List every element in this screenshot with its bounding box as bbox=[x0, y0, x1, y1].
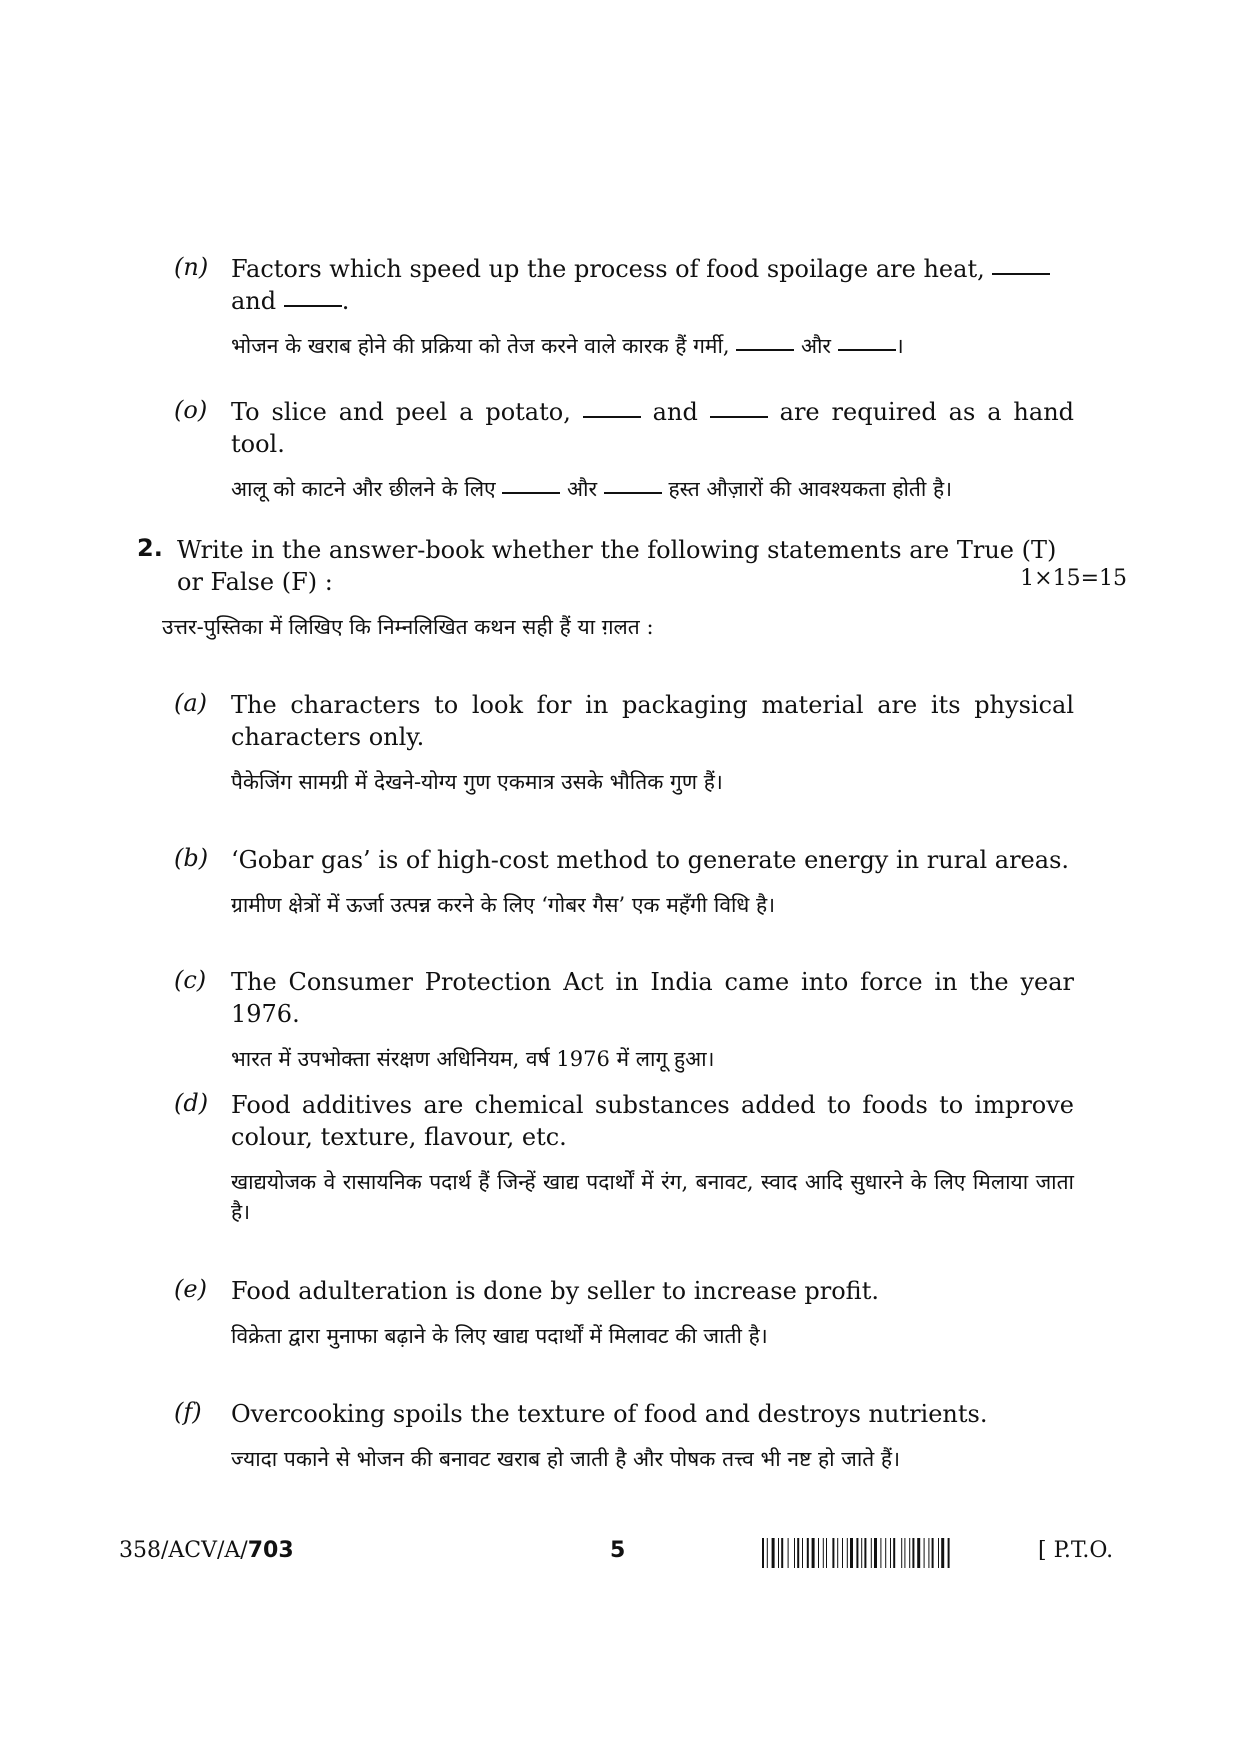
question-item-n bbox=[174, 253, 1074, 361]
paper-code: 358/ACV/A/703 bbox=[119, 1538, 294, 1563]
question-2-text-hi: उत्तर-पुस्तिका में लिखिए कि निम्नलिखित कथन सही हैं या ग़लत : bbox=[162, 615, 654, 639]
item-text-en: Overcooking spoils the texture of food and destroys nutrients. bbox=[231, 1400, 988, 1428]
question-2-text-en: Write in the answer-book whether the following statements are True (T) or False (F) : bbox=[177, 536, 1057, 596]
item-label: (n) bbox=[174, 253, 209, 281]
item-label: (d) bbox=[174, 1089, 209, 1117]
item-text-hi: आलू को काटने और छीलने के लिए और हस्त औज़ारों की आवश्यकता होती है। bbox=[231, 477, 953, 501]
barcode-icon bbox=[762, 1538, 1024, 1568]
answer-blank bbox=[583, 415, 641, 418]
item-text-hi: ग्रामीण क्षेत्रों में ऊर्जा उत्पन्न करने के लिए ‘गोबर गैस’ एक महँगी विधि है। bbox=[231, 893, 776, 917]
page-footer bbox=[0, 1538, 1241, 1578]
answer-blank bbox=[710, 415, 768, 418]
question-item-f bbox=[174, 1398, 1074, 1474]
answer-blank bbox=[502, 491, 560, 494]
item-text-en: The characters to look for in packaging material are its physical characters only. bbox=[231, 691, 1074, 751]
marks: 1×15=15 bbox=[1020, 566, 1127, 591]
answer-blank bbox=[736, 348, 794, 351]
item-label: (f) bbox=[174, 1398, 202, 1426]
question-item-c bbox=[174, 966, 1074, 1074]
item-text-hi: विक्रेता द्वारा मुनाफा बढ़ाने के लिए खाद्य पदार्थों में मिलावट की जाती है। bbox=[231, 1324, 768, 1348]
question-item-o bbox=[174, 396, 1074, 504]
question-item-d bbox=[174, 1089, 1074, 1227]
answer-blank bbox=[992, 272, 1050, 275]
page-number: 5 bbox=[610, 1538, 626, 1563]
answer-blank bbox=[604, 491, 662, 494]
item-text-hi: भोजन के खराब होने की प्रक्रिया को तेज करने वाले कारक हैं गर्मी, और । bbox=[231, 334, 904, 358]
question-item-e bbox=[174, 1275, 1074, 1351]
question-item-a bbox=[174, 689, 1074, 797]
item-text-en: Food adulteration is done by seller to increase profit. bbox=[231, 1277, 879, 1305]
item-text-hi: ज्यादा पकाने से भोजन की बनावट खराब हो जाती है और पोषक तत्त्व भी नष्ट हो जाते हैं। bbox=[231, 1447, 901, 1471]
item-label: (b) bbox=[174, 844, 209, 872]
item-label: (c) bbox=[174, 966, 207, 994]
item-label: (e) bbox=[174, 1275, 207, 1303]
item-text-en: To slice and peel a potato, and are required as a hand tool. bbox=[231, 398, 1075, 458]
item-text-en: Food additives are chemical substances added to foods to improve colour, texture, flavour, etc. bbox=[231, 1091, 1074, 1151]
item-text-en: Factors which speed up the process of food spoilage are heat, and . bbox=[231, 253, 1074, 317]
question-number: 2. bbox=[137, 534, 163, 562]
answer-blank bbox=[838, 348, 896, 351]
item-label: (o) bbox=[174, 396, 208, 424]
question-item-b bbox=[174, 844, 1074, 920]
pto-label: [ P.T.O. bbox=[1038, 1538, 1114, 1563]
question-2 bbox=[137, 534, 1127, 642]
item-text-en: The Consumer Protection Act in India came into force in the year 1976. bbox=[231, 968, 1074, 1028]
item-text-en: ‘Gobar gas’ is of high-cost method to generate energy in rural areas. bbox=[231, 846, 1070, 874]
item-text-hi: पैकेजिंग सामग्री में देखने-योग्य गुण एकमात्र उसके भौतिक गुण हैं। bbox=[231, 770, 723, 794]
item-label: (a) bbox=[174, 689, 208, 717]
answer-blank bbox=[284, 304, 342, 307]
item-text-hi: खाद्ययोजक वे रासायनिक पदार्थ हैं जिन्हें खाद्य पदार्थों में रंग, बनावट, स्वाद आदि सुधारने के लिए मिलाया जाता है। bbox=[231, 1170, 1074, 1224]
item-text-hi: भारत में उपभोक्ता संरक्षण अधिनियम, वर्ष 1976 में लागू हुआ। bbox=[231, 1047, 715, 1071]
